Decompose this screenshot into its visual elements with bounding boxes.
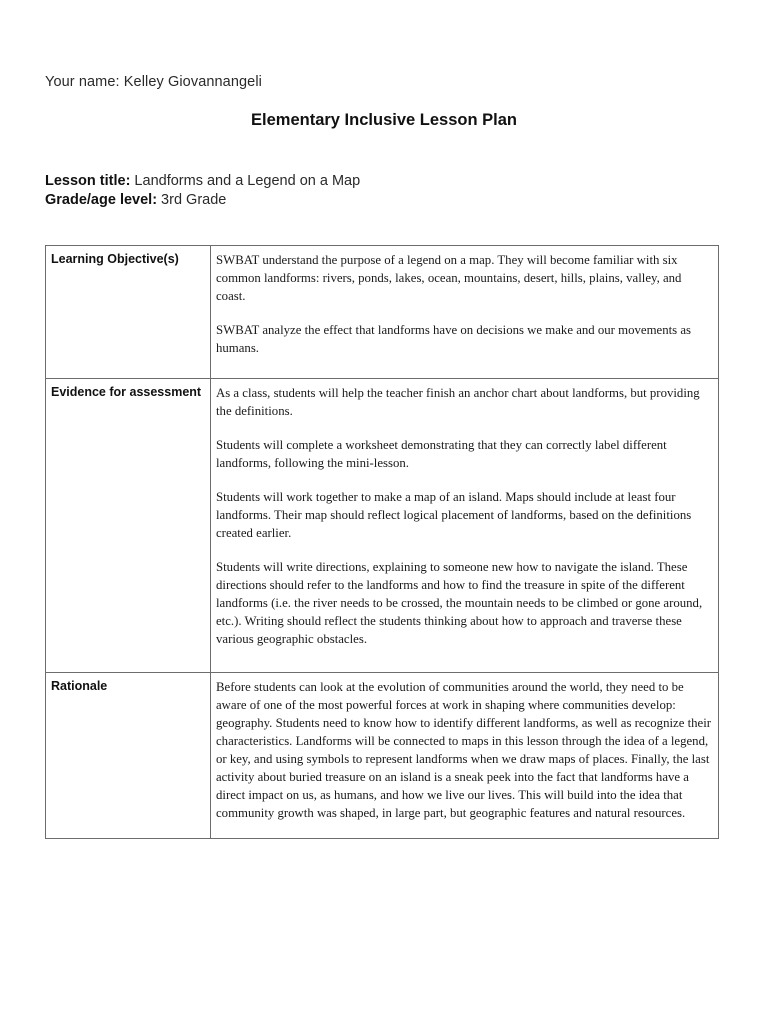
row-content	[211, 246, 719, 379]
table-row-evidence-for-assessment	[46, 379, 719, 673]
paragraph: SWBAT understand the purpose of a legend on a map. They will become familiar with six common landforms: rivers, ponds, lakes, ocean, mountains, desert, hills, plains, valley, and coast.	[216, 253, 682, 303]
paragraph: As a class, students will help the teacher finish an anchor chart about landforms, but providing the definitions.	[216, 386, 700, 418]
lesson-title-value: Landforms and a Legend on a Map	[130, 173, 361, 189]
grade-level-label: Grade/age level:	[45, 192, 158, 208]
table-row-learning-objectives	[46, 246, 719, 379]
row-label: Learning Objective(s)	[46, 246, 211, 379]
row-label: Rationale	[46, 673, 211, 839]
table-row-rationale	[46, 673, 719, 839]
row-content	[211, 379, 719, 673]
paragraph: SWBAT analyze the effect that landforms have on decisions we make and our movements as humans.	[216, 323, 692, 355]
paragraph: Students will write directions, explaining to someone new how to navigate the island. These directions should refer to the landforms and how to find the treasure in spite of the different landforms (i.e. the river needs to be crossed, the mountain needs to be climbed or gone around, etc.). Writing should reflect the students thinking about how to approach and traverse these various geographic obstacles.	[216, 560, 703, 646]
lesson-title-label: Lesson title:	[45, 173, 131, 189]
paragraph: Students will work together to make a map of an island. Maps should include at least four landforms. Their map should reflect logical placement of landforms, based on the definitions created earlier.	[216, 490, 692, 540]
lesson-plan-table	[45, 245, 719, 839]
row-label: Evidence for assessment	[46, 379, 211, 673]
grade-level-value: 3rd Grade	[157, 192, 227, 208]
paragraph: Before students can look at the evolution of communities around the world, they need to be aware of one of the most powerful forces at work in shaping where communities develop: geography. Students need to know how to identify different landforms, as well as recognize their characteristics. Landforms will be connected to maps in this lesson through the idea of a legend, or key, and using symbols to represent landforms when we draw maps of places. Finally, the last activity about buried treasure on an island is a sneak peek into the fact that landforms have a direct impact on us, as humans, and how we live our lives. This will build into the idea that community growth was shaped, in large part, but geographic features and natural resources.	[216, 680, 712, 820]
lesson-title-line	[45, 173, 360, 189]
author-name: Your name: Kelley Giovannangeli	[45, 74, 262, 90]
grade-level-line	[45, 192, 226, 208]
document-title: Elementary Inclusive Lesson Plan	[251, 111, 517, 129]
paragraph: Students will complete a worksheet demonstrating that they can correctly label different landforms, following the mini-lesson.	[216, 438, 667, 470]
row-content	[211, 673, 719, 839]
